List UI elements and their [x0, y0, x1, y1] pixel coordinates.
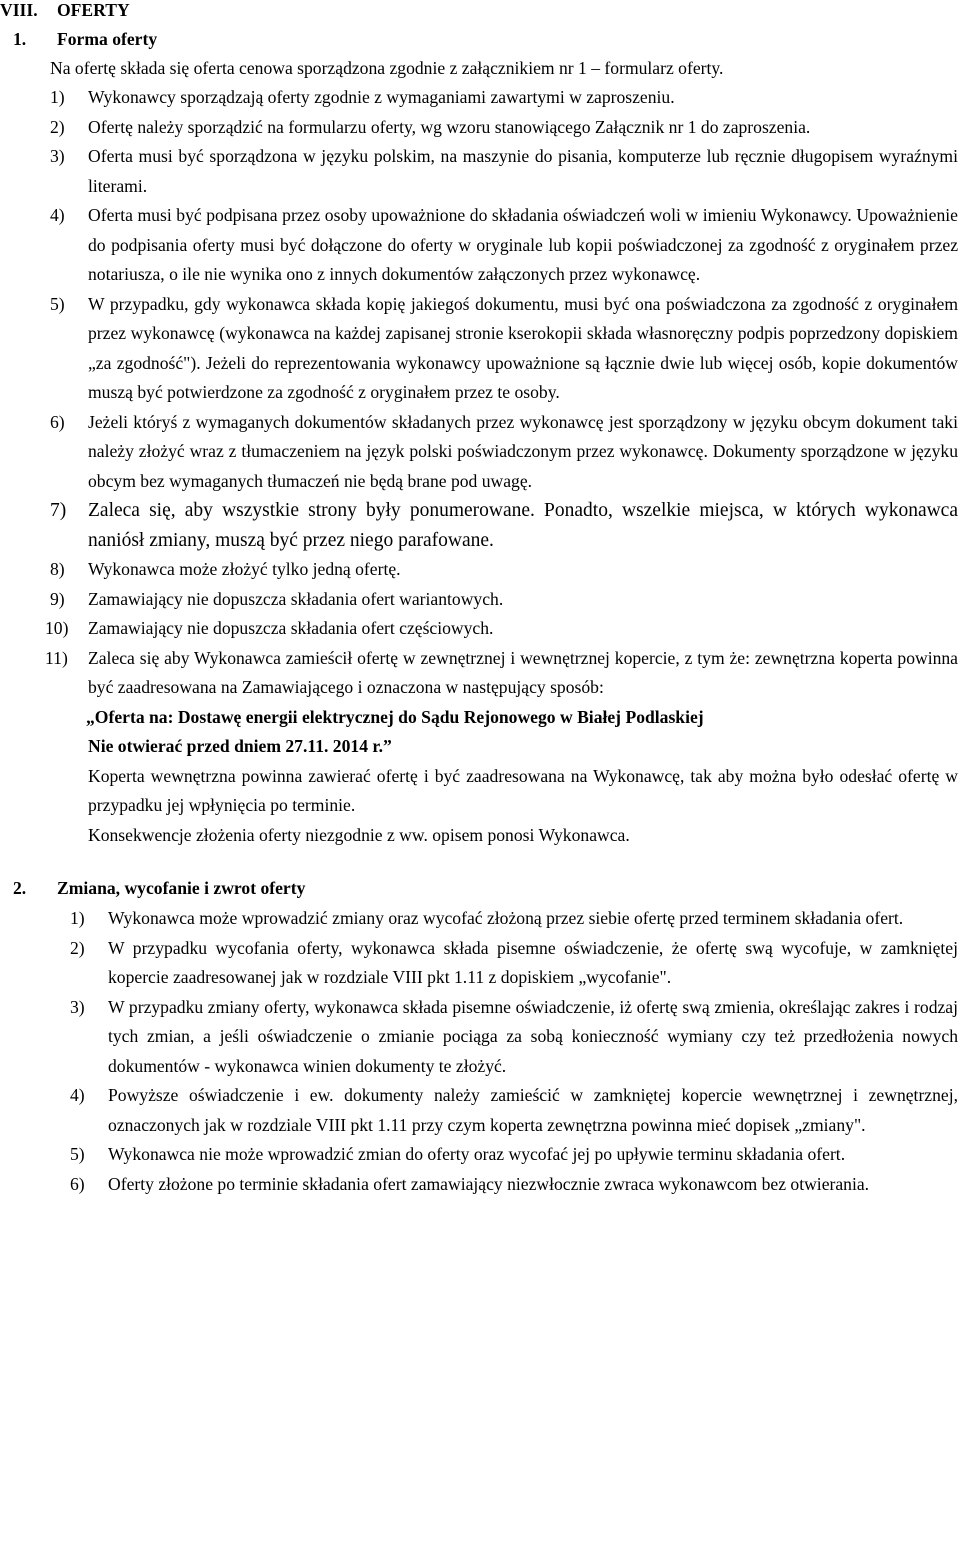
section-title: Forma oferty	[57, 29, 158, 49]
list-marker: 6)	[70, 1173, 85, 1194]
list-item-text: Wykonawca nie może wprowadzić zmian do oferty oraz wycofać jej po upływie terminu składania ofert.	[108, 1144, 846, 1164]
list-item	[0, 993, 960, 1082]
list-item-text: W przypadku zmiany oferty, wykonawca składa pisemne oświadczenie, iż ofertę swą zmienia, określając zakres i rodzaj tych zmian, a jeśli oświadczenie o zmianie pociąga za sobą konieczność wymiany czy też przedłożenia nowych dokumentów - wykonawca winien dokumenty te złożyć.	[108, 996, 958, 1076]
list-item-text: Wykonawca może wprowadzić zmiany oraz wycofać złożoną przez siebie ofertę przed terminem składania ofert.	[108, 908, 904, 928]
section-title: Zmiana, wycofanie i zwrot oferty	[57, 878, 306, 898]
list-item-text: Ofertę należy sporządzić na formularzu oferty, wg wzoru stanowiącego Załącznik nr 1 do zaproszenia.	[88, 116, 811, 137]
section-intro: Na ofertę składa się oferta cenowa sporządzona zgodnie z załącznikiem nr 1 – formularz oferty.	[50, 58, 724, 78]
list-item	[0, 83, 960, 113]
envelope-label-line: „Oferta na: Dostawę energii elektrycznej do Sądu Rejonowego w Białej Podlaskiej	[86, 706, 704, 727]
section-heading	[0, 874, 960, 904]
list-item	[0, 644, 960, 703]
chapter-number: VIII.	[0, 0, 38, 20]
consequences-paragraph	[0, 821, 960, 851]
list-item-text: Oferta musi być sporządzona w języku polskim, na maszynie do pisania, komputerze lub ręcznie długopisem wyraźnymi literami.	[88, 146, 958, 196]
inner-envelope-paragraph	[0, 762, 960, 821]
list-item-text: Powyższe oświadczenie i ew. dokumenty należy zamieścić w zamkniętej kopercie wewnętrznej i zewnętrznej, oznaczonych jak w rozdziale VIII pkt 1.11 przy czym koperta zewnętrzna powinna mieć dopisek „zmiany".	[108, 1085, 958, 1135]
list-item-text: Oferty złożone po terminie składania ofert zamawiający niezwłocznie zwraca wykonawcom bez otwierania.	[108, 1173, 870, 1194]
list-item-text: W przypadku, gdy wykonawca składa kopię jakiegoś dokumentu, musi być ona poświadczona za zgodność z oryginałem przez wykonawcę (wykonawca na każdej zapisanej stronie kserokopii składa własnoręczny podpis poprzedzony dopiskiem „za zgodność"). Jeżeli do reprezentowania wykonawcy upoważnione są łącznie dwie lub więcej osób, kopie dokumentów muszą być potwierdzone za zgodność z oryginałem przez te osoby.	[88, 293, 958, 402]
list-item	[0, 496, 960, 555]
list-item	[0, 290, 960, 408]
list-item	[0, 614, 960, 644]
list-item	[0, 142, 960, 201]
list-marker: 9)	[50, 588, 65, 609]
list-item	[0, 585, 960, 615]
list-marker: 2)	[50, 116, 65, 137]
list-marker: 5)	[70, 1144, 85, 1164]
list-marker: 4)	[70, 1085, 85, 1105]
list-item	[0, 1081, 960, 1140]
list-item-text: Zamawiający nie dopuszcza składania ofert wariantowych.	[88, 588, 504, 609]
list-item	[0, 1170, 960, 1200]
list-marker: 3)	[50, 146, 65, 166]
list-item	[0, 1140, 960, 1170]
list-marker: 10)	[45, 618, 69, 638]
list-marker: 6)	[50, 411, 65, 432]
chapter-heading	[0, 0, 960, 25]
envelope-do-not-open-line: Nie otwierać przed dniem 27.11. 2014 r.”	[88, 736, 392, 756]
list-item-text: Wykonawcy sporządzają oferty zgodnie z wymaganiami zawartymi w zaproszeniu.	[88, 87, 675, 107]
list-item-text: Wykonawca może złożyć tylko jedną ofertę.	[88, 559, 401, 579]
list-item	[0, 113, 960, 143]
consequences-text: Konsekwencje złożenia oferty niezgodnie z ww. opisem ponosi Wykonawca.	[88, 824, 630, 845]
section-gap	[0, 850, 960, 874]
list-item	[0, 934, 960, 993]
list-marker: 3)	[70, 996, 85, 1017]
list-item-text: Zaleca się, aby wszystkie strony były ponumerowane. Ponadto, wszelkie miejsca, w których wykonawca naniósł zmiany, muszą być przez niego parafowane.	[88, 500, 958, 551]
list-marker: 4)	[50, 205, 65, 225]
list-item-text: Jeżeli któryś z wymaganych dokumentów składanych przez wykonawcę jest sporządzony w języku obcym dokument taki należy złożyć wraz z tłumaczeniem na język polski poświadczonym przez wykonawcę. Dokumenty sporządzone w języku obcym bez wymaganych tłumaczeń nie będą brane pod uwagę.	[88, 411, 958, 491]
section-heading	[0, 25, 960, 54]
list-item	[0, 555, 960, 585]
list-marker: 1)	[50, 87, 65, 107]
list-marker: 2)	[70, 937, 85, 958]
list-item-text: Oferta musi być podpisana przez osoby upoważnione do składania oświadczeń woli w imieniu Wykonawcy. Upoważnienie do podpisania oferty musi być dołączone do oferty w oryginale lub kopii poświadczonej za zgodność z oryginałem przez notariusza, o ile nie wynika ono z innych dokumentów załączonych przez wykonawcę.	[88, 205, 958, 284]
list-item-text: Zaleca się aby Wykonawca zamieścił ofertę w zewnętrznej i wewnętrznej kopercie, z tym że: zewnętrzna koperta powinna być zaadresowana na Zamawiającego i oznaczona w następujący sposób:	[88, 647, 958, 697]
list-item-text: W przypadku wycofania oferty, wykonawca składa pisemne oświadczenie, że ofertę swą wycofuje, w zamkniętej kopercie zaadresowanej jak w rozdziale VIII pkt 1.11 z dopiskiem „wycofanie".	[108, 937, 958, 987]
list-item	[0, 904, 960, 934]
section-number: 2.	[13, 878, 27, 898]
list-marker: 7)	[50, 500, 67, 521]
list-marker: 8)	[50, 559, 65, 579]
inner-envelope-text: Koperta wewnętrzna powinna zawierać ofertę i być zaadresowana na Wykonawcę, tak aby można było odesłać ofertę w przypadku jej wpłynięcia po terminie.	[88, 765, 958, 815]
list-item	[0, 408, 960, 497]
chapter-title: OFERTY	[57, 0, 130, 20]
list-item	[0, 201, 960, 290]
list-marker: 11)	[45, 647, 68, 668]
list-marker: 5)	[50, 293, 65, 314]
list-item-text: Zamawiający nie dopuszcza składania ofert częściowych.	[88, 618, 494, 638]
list-marker: 1)	[70, 908, 85, 928]
section-number: 1.	[13, 29, 27, 49]
